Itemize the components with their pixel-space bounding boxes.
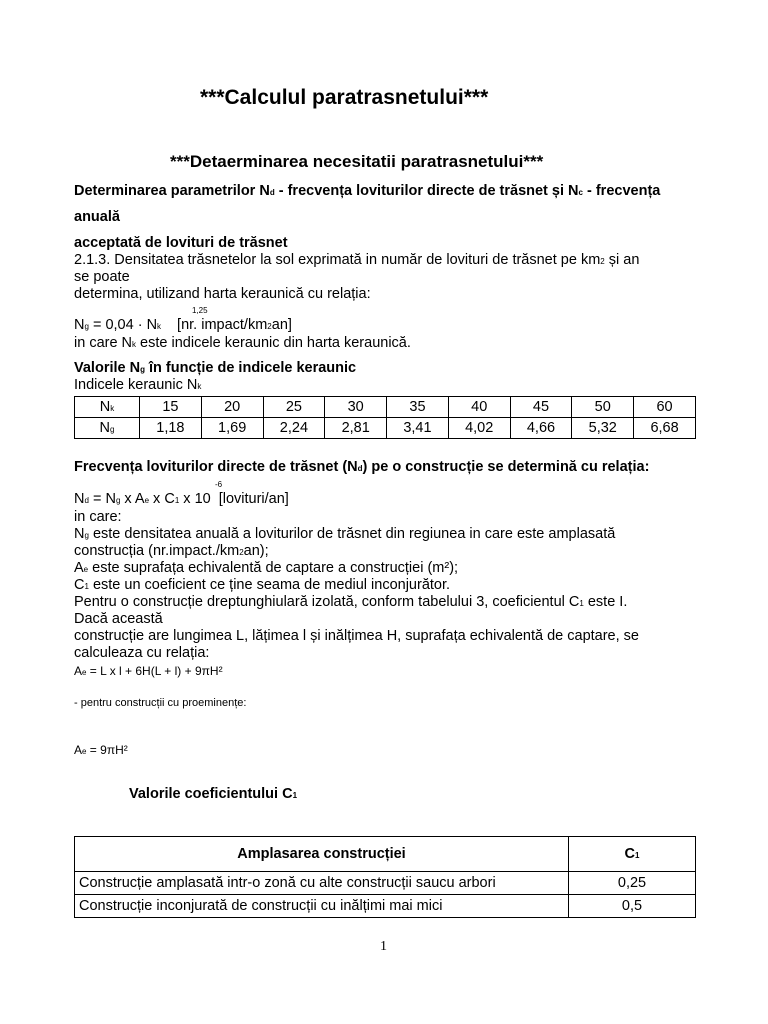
ng-cell: 3,41 (387, 418, 449, 439)
c1-definition: C1 este un coeficient ce ține seama de mediul inconjurător. (74, 577, 451, 593)
ng-cell: 6,68 (634, 418, 696, 439)
nk-cell: 25 (263, 397, 325, 418)
ng-cell: 1,69 (201, 418, 263, 439)
ng-cell: 4,02 (448, 418, 510, 439)
density-line-2: se poate (74, 269, 130, 285)
section-subtitle: ***Detaerminarea necesitatii paratrasnetului*** (170, 152, 544, 171)
nk-cell: 45 (510, 397, 572, 418)
nk-cell: 35 (387, 397, 449, 418)
table-row (75, 895, 696, 918)
frequency-heading: Frecvența loviturilor directe de trăsnet (Nd) pe o construcție se determină cu relația: (74, 459, 650, 475)
keraunic-table (74, 396, 696, 439)
intro-line-1: Determinarea parametrilor Nd - frecvența loviturilor directe de trăsnet și Nc - frecvența (74, 183, 661, 199)
table-row (75, 872, 696, 895)
ng-cell: 1,18 (140, 418, 202, 439)
c1-header-placement: Amplasarea construcției (75, 837, 569, 872)
dimensions-line-2: calculeaza cu relația: (74, 645, 210, 661)
c1-placement-cell: Construcție amplasată intr-o zonă cu alte construcții saucu arbori (75, 872, 569, 895)
nd-formula: Nd = Ng x Ae x C1 x 10 [lovituri/an] (74, 491, 289, 507)
c1-value-cell: 0,5 (569, 895, 696, 918)
nk-cell: 50 (572, 397, 634, 418)
table-row (75, 418, 696, 439)
c1-placement-cell: Construcție inconjurată de construcții cu inălțimi mai mici (75, 895, 569, 918)
ae-formula-proeminente: Ae = 9πH² (74, 743, 128, 757)
page-title: ***Calculul paratrasnetului*** (200, 86, 489, 109)
ng-definition: Ng este densitatea anuală a loviturilor de trăsnet din regiunea in care este amplasată (74, 526, 616, 542)
c1-table-heading: Valorile coeficientului C1 (129, 786, 298, 802)
c1-header-value: C1 (569, 837, 696, 872)
density-line-1: 2.1.3. Densitatea trăsnetelor la sol exprimată in număr de lovituri de trăsnet pe km2 și an (74, 252, 640, 268)
rectangular-note: Pentru o construcție dreptunghiulară izolată, conform tabelului 3, coeficientul C1 este I. (74, 594, 628, 610)
page-number: 1 (380, 939, 387, 954)
density-line-3: determina, utilizand harta keraunică cu relația: (74, 286, 371, 302)
nk-cell: 30 (325, 397, 387, 418)
ng-formula-exponent: 1,25 (192, 306, 208, 315)
ng-definition-line-2: construcția (nr.impact./km2an); (74, 543, 269, 559)
ae-definition: Ae este suprafața echivalentă de captare a construcției (m²); (74, 560, 459, 576)
intro-line-3: acceptată de lovituri de trăsnet (74, 235, 288, 251)
nk-cell: 40 (448, 397, 510, 418)
ng-cell: 2,81 (325, 418, 387, 439)
ng-cell: 2,24 (263, 418, 325, 439)
ng-row-label: Ng (75, 418, 140, 439)
c1-table (74, 836, 696, 918)
nk-cell: 60 (634, 397, 696, 418)
ng-table-caption: Indicele keraunic Nk (74, 377, 202, 393)
ae-formula: Ae = L x l + 6H(L + l) + 9πH² (74, 664, 223, 678)
ng-cell: 4,66 (510, 418, 572, 439)
dimensions-line-1: construcție are lungimea L, lățimea l și inălțimea H, suprafața echivalentă de captare, se (74, 628, 639, 644)
proeminente-note: - pentru construcții cu proeminențe: (74, 697, 247, 709)
c1-value-cell: 0,25 (569, 872, 696, 895)
daca-line: Dacă această (74, 611, 163, 627)
nk-row-label: Nk (75, 397, 140, 418)
ng-values-heading: Valorile Ng în funcție de indicele keraunic (74, 360, 357, 376)
intro-line-2: anuală (74, 209, 120, 225)
ng-cell: 5,32 (572, 418, 634, 439)
nd-formula-exponent: -6 (215, 480, 223, 489)
ng-formula: Ng = 0,04 · Nk [nr. impact/km2an] (74, 317, 292, 333)
nk-cell: 20 (201, 397, 263, 418)
nk-cell: 15 (140, 397, 202, 418)
table-row (75, 397, 696, 418)
in-care-label: in care: (74, 509, 122, 525)
nk-definition: in care Nk este indicele keraunic din harta keraunică. (74, 335, 411, 351)
table-row (75, 837, 696, 872)
